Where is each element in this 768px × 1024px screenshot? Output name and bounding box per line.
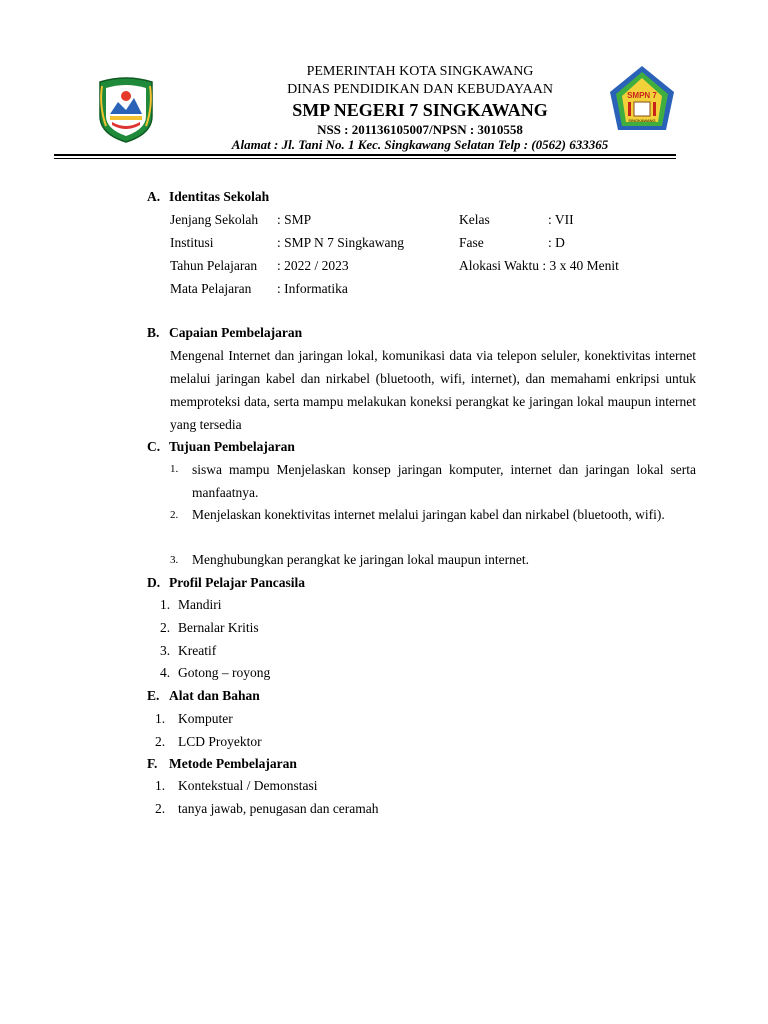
identity-value: : 2022 / 2023 <box>277 258 349 273</box>
section-d-letter: D. <box>147 575 161 590</box>
identity-label: Jenjang Sekolah <box>170 212 259 227</box>
section-e-heading <box>147 688 260 704</box>
government-name: PEMERINTAH KOTA SINGKAWANG <box>306 64 534 79</box>
list-item-number: 1. <box>160 597 171 612</box>
section-b-letter: B. <box>147 325 160 340</box>
letterhead-rule-thick <box>54 154 676 156</box>
list-item: tanya jawab, penugasan dan ceramah <box>178 801 379 816</box>
section-b-title: Capaian Pembelajaran <box>169 325 303 340</box>
identity-label: Alokasi Waktu : 3 x 40 Menit <box>459 258 619 273</box>
identity-value: : SMP N 7 Singkawang <box>277 235 405 250</box>
list-item: Gotong – royong <box>178 665 271 680</box>
identity-label: Fase <box>459 235 484 250</box>
identity-label: Institusi <box>170 235 214 250</box>
section-c-letter: C. <box>147 439 161 454</box>
list-item: Komputer <box>178 711 233 726</box>
list-item-number: 2. <box>160 620 171 635</box>
section-f-heading <box>147 756 297 772</box>
identity-value: : VII <box>548 212 574 227</box>
letterhead-rule-thin <box>54 158 676 159</box>
section-f-title: Metode Pembelajaran <box>169 756 297 771</box>
identity-value: : SMP <box>277 212 312 227</box>
list-item-number: 1. <box>155 711 166 726</box>
section-d-title: Profil Pelajar Pancasila <box>169 575 305 590</box>
objective-text: siswa mampu Menjelaskan konsep jaringan komputer, internet dan jaringan lokal serta manfaatnya. <box>192 462 696 500</box>
list-item-number: 2. <box>155 734 166 749</box>
school-emblem-logo <box>606 64 678 136</box>
objective-number: 3. <box>170 554 179 566</box>
section-c-heading <box>147 439 295 455</box>
list-item-number: 4. <box>160 665 171 680</box>
school-address: Alamat : Jl. Tani No. 1 Kec. Singkawang Selatan Telp : (0562) 633365 <box>231 137 609 152</box>
list-item-number: 1. <box>155 778 166 793</box>
objective-text: Menghubungkan perangkat ke jaringan lokal maupun internet. <box>192 552 530 567</box>
list-item: Mandiri <box>178 597 222 612</box>
learning-outcome-text: Mengenal Internet dan jaringan lokal, komunikasi data via telepon seluler, konektivitas internet melalui jaringan kabel dan nirkabel (bluetooth, wifi, internet), dan memahami enkripsi untuk memproteksi data, serta mampu melakukan koneksi perangkat ke jaringan lokal maupun internet yang tersedia <box>170 348 696 432</box>
section-a-title: Identitas Sekolah <box>169 189 270 204</box>
list-item-number: 2. <box>155 801 166 816</box>
list-item: Kreatif <box>178 643 217 658</box>
objective-number: 1. <box>170 463 179 475</box>
school-name: SMP NEGERI 7 SINGKAWANG <box>292 100 548 120</box>
section-e-title: Alat dan Bahan <box>169 688 260 703</box>
school-nss: NSS : 201136105007/NPSN : 3010558 <box>317 122 523 137</box>
department-name: DINAS PENDIDIKAN DAN KEBUDAYAAN <box>287 82 553 97</box>
city-emblem-logo <box>96 76 156 144</box>
section-b-heading <box>147 325 302 341</box>
list-item-number: 3. <box>160 643 171 658</box>
section-d-heading <box>147 575 305 591</box>
section-a-heading <box>147 189 269 205</box>
section-a-letter: A. <box>147 189 161 204</box>
section-f-letter: F. <box>147 756 158 771</box>
identity-label: Kelas <box>459 212 490 227</box>
objective-text: Menjelaskan konektivitas internet melalui jaringan kabel dan nirkabel (bluetooth, wifi). <box>192 507 665 522</box>
school-logo-subtext: SINGKAWANG <box>628 118 656 123</box>
school-logo-text: SMPN 7 <box>627 91 657 100</box>
identity-value: : Informatika <box>277 281 348 296</box>
identity-value: : D <box>548 235 565 250</box>
objective-number: 2. <box>170 509 179 521</box>
identity-label: Mata Pelajaran <box>170 281 252 296</box>
list-item: LCD Proyektor <box>178 734 262 749</box>
identity-label: Tahun Pelajaran <box>170 258 258 273</box>
section-c-title: Tujuan Pembelajaran <box>169 439 295 454</box>
list-item: Kontekstual / Demonstasi <box>178 778 318 793</box>
section-e-letter: E. <box>147 688 160 703</box>
list-item: Bernalar Kritis <box>178 620 259 635</box>
